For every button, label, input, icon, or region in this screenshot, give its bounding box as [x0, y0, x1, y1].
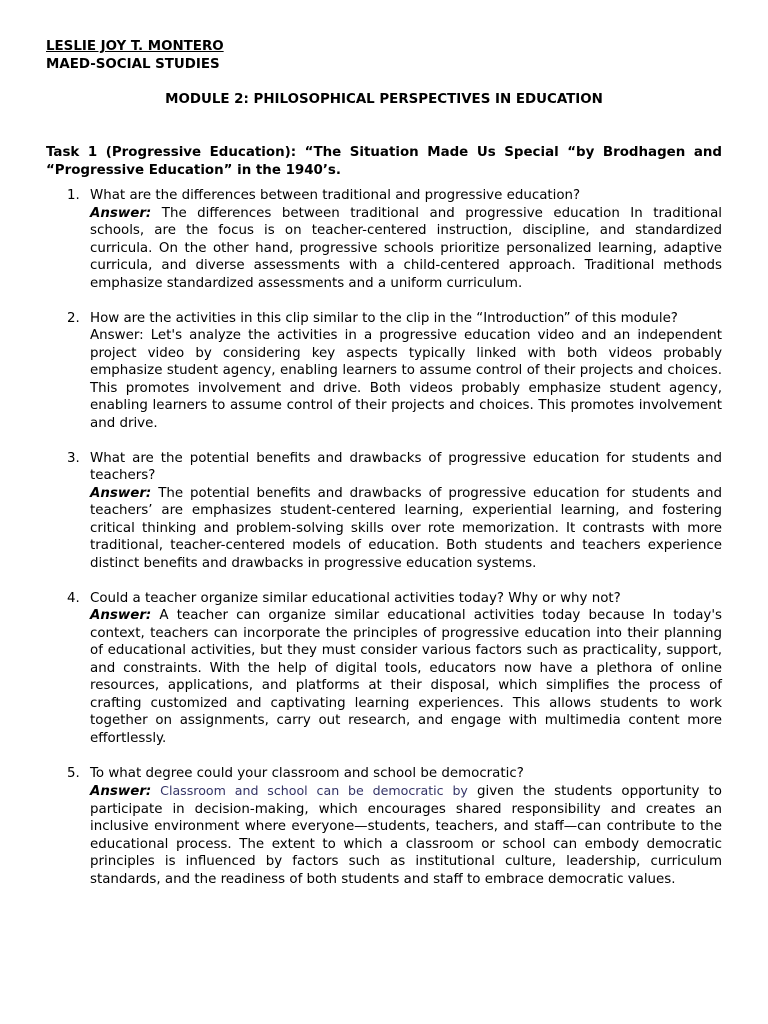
answer-label: Answer: [90, 485, 152, 501]
answer-paragraph [90, 485, 722, 573]
answer-label: Answer: [90, 784, 152, 799]
question-text: What are the potential benefits and drawbacks of progressive education for students and teachers? [90, 450, 722, 483]
task-heading: Task 1 (Progressive Education): “The Situation Made Us Special “by Brodhagen and “Progressive Education” in the 1940’s. [46, 145, 722, 178]
question-number: 2. [67, 310, 80, 326]
answer-paragraph [90, 782, 722, 888]
author-name: LESLIE JOY T. MONTERO [46, 39, 224, 54]
question-number: 5. [67, 765, 80, 781]
answer-text: A teacher can organize similar educational activities today because In today's context, teachers can incorporate the principles of progressive education into their planning of educational activities, but they must consider various factors such as practicality, support, and constraints. With the help of digital tools, educators now have a plethora of online resources, applications, and platforms at their disposal, which simplifies the process of crafting customized and captivating learning experiences. This allows students to work together on assignments, carry out research, and engage with multimedia content more effortlessly. [90, 608, 722, 746]
question-text: How are the activities in this clip similar to the clip in the “Introduction” of this module? [90, 310, 678, 326]
question-list [46, 187, 722, 888]
question-item-2 [46, 310, 722, 433]
answer-paragraph [90, 205, 722, 293]
question-number: 3. [67, 450, 80, 466]
question-text: To what degree could your classroom and school be democratic? [90, 765, 524, 781]
answer-label: Answer: [90, 328, 144, 343]
answer-text: The differences between traditional and progressive education In traditional schools, are the focus is on teacher-centered instruction, discipline, and standardized curricula. On the other hand, progressive schools prioritize personalized learning, adaptive curricula, and diverse assessments with a child-centered approach. Traditional methods emphasize standardized assessments and a uniform curriculum. [90, 205, 722, 291]
answer-text: given the students opportunity to participate in decision-making, which encourages shared responsibility and creates an inclusive environment where everyone—students, teachers, and staff—can contribute to the educational process. The extent to which a classroom or school can embody democratic principles is influenced by factors such as institutional culture, leadership, curriculum standards, and the readiness of both students and staff to embrace democratic values. [90, 784, 722, 887]
question-item-3 [46, 450, 722, 573]
question-text: Could a teacher organize similar educational activities today? Why or why not? [90, 590, 621, 606]
author-program: MAED-SOCIAL STUDIES [46, 57, 220, 72]
module-title: MODULE 2: PHILOSOPHICAL PERSPECTIVES IN EDUCATION [165, 92, 603, 107]
answer-text: The potential benefits and drawbacks of progressive education for students and teachers’ are emphasizes student-centered learning, experiential learning, and fostering critical thinking and problem-solving skills over rote memorization. It contrasts with more traditional, teacher-centered models of education. Both students and teachers experience distinct benefits and drawbacks in progressive education systems. [90, 485, 722, 571]
question-item-5 [46, 765, 722, 889]
question-number: 4. [67, 590, 80, 606]
answer-label: Answer: [90, 205, 152, 221]
answer-highlight-text: Classroom and school can be democratic by [151, 783, 468, 798]
question-number: 1. [67, 188, 80, 203]
question-item-4 [46, 590, 722, 748]
question-item-1 [46, 187, 722, 292]
question-text: What are the differences between traditional and progressive education? [90, 188, 581, 203]
answer-text: Let's analyze the activities in a progressive education video and an independent project video by considering key aspects typically linked with both videos probably emphasize student agency, enabling learners to assume control of their projects and choices. This promotes involvement and drive. Both videos probably emphasize student agency, enabling learners to assume control of their projects and choices. This promotes involvement and drive. [90, 328, 722, 431]
answer-paragraph [90, 607, 722, 747]
answer-paragraph [90, 327, 722, 432]
answer-label: Answer: [90, 608, 152, 623]
